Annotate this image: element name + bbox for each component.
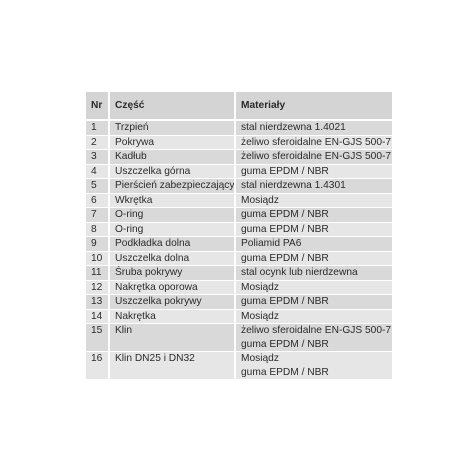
material-line: Mosiądz — [241, 281, 279, 293]
table-row — [86, 121, 392, 136]
row-material — [234, 179, 392, 194]
row-part-name: Klin DN25 i DN32 — [108, 352, 234, 380]
header-material: Materiały — [234, 92, 392, 121]
table-row — [86, 281, 392, 296]
material-line: guma EPDM / NBR — [241, 338, 329, 350]
row-number: 8 — [86, 223, 108, 238]
row-number: 7 — [86, 208, 108, 223]
row-part-name: Uszczelka górna — [108, 165, 234, 180]
row-number: 3 — [86, 150, 108, 165]
row-material — [234, 237, 392, 252]
material-line: guma EPDM / NBR — [241, 252, 329, 264]
material-line: stal nierdzewna 1.4301 — [241, 180, 346, 191]
table-row — [86, 150, 392, 165]
row-number: 2 — [86, 136, 108, 151]
row-number: 11 — [86, 266, 108, 281]
header-row — [86, 92, 392, 121]
table-row — [86, 223, 392, 238]
table-row — [86, 179, 392, 194]
row-number: 15 — [86, 324, 108, 352]
material-line: guma EPDM / NBR — [241, 223, 329, 235]
material-line: guma EPDM / NBR — [241, 296, 329, 307]
table-row — [86, 266, 392, 281]
table-row — [86, 237, 392, 252]
row-number: 12 — [86, 281, 108, 296]
row-part-name: O-ring — [108, 208, 234, 223]
row-material — [234, 324, 392, 352]
row-part-name: Uszczelka pokrywy — [108, 295, 234, 310]
table-row — [86, 352, 392, 380]
row-number: 14 — [86, 310, 108, 325]
table-header — [86, 92, 392, 121]
material-line: Mosiądz — [241, 353, 279, 364]
row-number: 9 — [86, 237, 108, 252]
row-part-name: Śruba pokrywy — [108, 266, 234, 281]
row-material — [234, 295, 392, 310]
row-material — [234, 194, 392, 209]
table-row — [86, 136, 392, 151]
row-part-name: Nakrętka oporowa — [108, 281, 234, 296]
material-line: żeliwo sferoidalne EN-GJS 500-7 — [241, 136, 392, 148]
parts-table-container — [86, 92, 392, 380]
row-number: 1 — [86, 121, 108, 136]
row-material — [234, 208, 392, 223]
row-part-name: Pokrywa — [108, 136, 234, 151]
table-row — [86, 324, 392, 352]
row-part-name: Nakrętka — [108, 310, 234, 325]
row-number: 6 — [86, 194, 108, 209]
material-line: stal ocynk lub nierdzewna — [241, 267, 358, 278]
table-row — [86, 252, 392, 267]
row-part-name: Klin — [108, 324, 234, 352]
material-line: Poliamid PA6 — [241, 238, 302, 249]
row-material — [234, 121, 392, 136]
material-line: żeliwo sferoidalne EN-GJS 500-7 — [241, 325, 392, 336]
row-number: 13 — [86, 295, 108, 310]
row-part-name: Pierścień zabezpieczający — [108, 179, 234, 194]
material-line: żeliwo sferoidalne EN-GJS 500-7 — [241, 151, 392, 162]
table-row — [86, 208, 392, 223]
row-part-name: Kadłub — [108, 150, 234, 165]
table-row — [86, 310, 392, 325]
material-line: guma EPDM / NBR — [241, 209, 329, 220]
table-row — [86, 165, 392, 180]
row-material — [234, 150, 392, 165]
row-material — [234, 310, 392, 325]
header-part: Część — [108, 92, 234, 121]
row-material — [234, 266, 392, 281]
row-number: 4 — [86, 165, 108, 180]
row-material — [234, 223, 392, 238]
material-line: guma EPDM / NBR — [241, 366, 329, 378]
row-material — [234, 252, 392, 267]
row-part-name: O-ring — [108, 223, 234, 238]
table-body — [86, 121, 392, 380]
table-row — [86, 194, 392, 209]
row-part-name: Podkładka dolna — [108, 237, 234, 252]
header-nr: Nr — [86, 92, 108, 121]
parts-table — [86, 92, 392, 380]
row-part-name: Wkrętka — [108, 194, 234, 209]
row-part-name: Uszczelka dolna — [108, 252, 234, 267]
material-line: Mosiądz — [241, 310, 279, 322]
table-row — [86, 295, 392, 310]
row-material — [234, 352, 392, 380]
row-number: 16 — [86, 352, 108, 380]
row-number: 10 — [86, 252, 108, 267]
material-line: Mosiądz — [241, 194, 279, 206]
row-material — [234, 136, 392, 151]
row-material — [234, 165, 392, 180]
row-number: 5 — [86, 179, 108, 194]
material-line: guma EPDM / NBR — [241, 165, 329, 177]
row-material — [234, 281, 392, 296]
material-line: stal nierdzewna 1.4021 — [241, 122, 346, 133]
row-part-name: Trzpień — [108, 121, 234, 136]
